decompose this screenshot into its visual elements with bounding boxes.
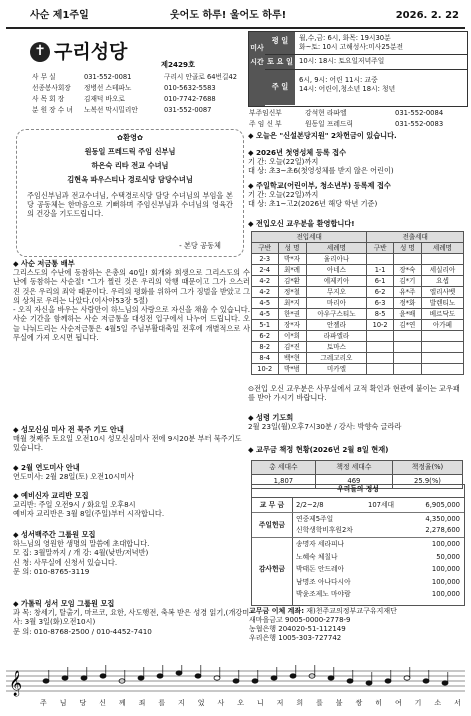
welcome-name: 하은숙 리타 전교 수녀님 [91,161,169,170]
column-header: 세례명 [306,243,367,254]
mass-times-box [248,31,468,107]
table-cell [367,254,394,265]
notice-sunday-school [248,181,466,209]
lyric-syllable: 당 [79,699,87,707]
offering-row [296,553,460,562]
notice-first-communion [248,148,466,176]
offering-divider [252,512,464,513]
staff-name: 정병선 스테파노 [84,84,132,92]
lyric-syllable: 었 [197,699,205,707]
notice-bible-100 [13,530,250,576]
offering-divider [292,497,293,605]
table-cell: 윤*배 [393,309,421,320]
parish-name: 구리성당 [54,41,128,63]
notice-rosary [13,425,250,453]
offering-amount: 100,000 [431,540,460,548]
offering-divider [252,537,464,538]
notice-body: 매월 첫째주 토요일 오전10시 성모신심미사 전에 9시20분 부터 묵주기도 있습니다. [13,434,242,453]
notice-lent-bank [13,259,250,342]
staff-row [32,84,257,95]
offering-row [296,526,460,535]
music-note [423,679,429,683]
mass-times-label: 미사시간 [249,32,265,106]
group-in-header: 전입세대 [252,232,367,243]
table-cell: 토마스 [306,342,367,353]
table-header-row [252,461,463,475]
notice-body: 하느님의 영원한 생명의 말씀에 초대합니다. 모 집: 3월말까지 / 개 강: 4월(낮반/저녁반) 신 청: 사무실에 신청서 있습니다. 문 의: 010-8765-3119 [13,539,150,576]
table-cell: 김*진 [278,342,306,353]
notice-title: ◆ 예비신자 교리반 모집 [13,491,89,500]
accounts-title: 교무금 이체 계좌: [249,607,305,615]
table-cell: 무지오 [306,287,367,298]
staff-name: 노복선 막시밀리안 [84,106,138,114]
table-row [252,309,464,320]
table-cell: 최*지 [278,298,306,309]
header-divider [6,27,465,29]
music-note [138,676,144,680]
offering-amount: 2,278,600 [425,526,460,534]
music-note [233,679,239,683]
offering-amount: 100,000 [431,578,460,586]
lyric-syllable: 쌍 [355,699,363,707]
music-note [290,674,296,678]
notice-new-members [248,219,466,228]
table-cell: 김*환 [278,276,306,287]
mass-day-label: 주 일 [265,70,295,105]
table-row [252,298,464,309]
table-cell: 장*숙 [393,265,421,276]
table-cell [393,254,421,265]
notice-catechumen [13,491,250,519]
mass-day-label: 평 일 [265,32,295,54]
table-cell [367,364,394,375]
table-cell: 정*화 [393,298,421,309]
table-cell: 이*희 [278,331,306,342]
table-row [252,320,464,331]
mass-day-label: 토 요 일 [265,55,295,69]
music-note [404,676,410,680]
books-header: 책정 세대수 [315,461,392,475]
notice-title: ◆ 가톨릭 성서 모임 그룹원 모집 [13,599,115,608]
mass-row-weekday [265,32,467,55]
notice-body: 2월 23일(월)오후7시30분 / 강사: 박향숙 글라라 [248,422,402,432]
welcome-body: 주임신부님과 전교수녀님, 수택경로식당 담당 수녀님의 부임을 본당 공동체는 한마음으로 기뻐하며 주임신부님과 수녀님의 영육간의 건강을 기도드립니다. [27,191,233,219]
column-header: 성 명 [278,243,306,254]
notice-title: ◆ 전입오신 교우분을 환영합니다! [248,219,355,228]
table-cell [393,353,421,364]
table-cell: 요셉 [421,276,463,287]
mass-row-sunday [265,70,467,105]
notice-body: 과 목: 창세기, 탈출기, 마르코, 요한, 사도행전, 축복 받은 성경 읽기,(개강미사: 3월 3일(화)오전10시) 문 의: 010-8768-2500 / 010-4452-7410 [13,608,250,636]
staff-info: 010-5632-5583 [164,84,216,92]
table-group-header [252,232,464,243]
registration-table [251,231,464,375]
music-note [385,679,391,683]
table-row [252,276,464,287]
offering-row [296,578,460,587]
mass-times-text: 월,수,금: 6시, 화목: 19시30분 화~토: 10시 고해성사:미사25분전 [299,34,404,51]
treble-clef-icon: 𝄞 [9,671,23,696]
table-cell [367,331,394,342]
table-row [252,254,464,265]
staff-role: 사 목 회 장 [32,95,65,103]
lyric-syllable: 신 [99,699,106,707]
parish-logo [30,40,127,64]
table-cell: 6-3 [367,298,394,309]
offering-amount: 50,000 [436,553,460,561]
hymn-lyrics [40,699,461,708]
clergy-name: 원동일 프레드릭 [305,120,354,128]
table-cell: 박*자 [278,254,306,265]
header-left: 사순 제1주일 [30,10,89,21]
lyric-syllable: 주 [40,699,47,707]
offering-item: 남명조 아나다시아 [296,578,351,586]
music-note [43,679,49,683]
table-cell: 유*주 [393,287,421,298]
table-cell: 안젤라 [306,320,367,331]
header-date: 2026. 2. 22 [395,10,459,21]
lyric-syllable: 니 [256,699,264,707]
music-note [271,676,277,680]
table-cell: 6-2 [367,287,394,298]
offering-box [251,484,465,606]
table-cell: 최*례 [278,265,306,276]
staff-role: 분 원 장 수 녀 [32,106,73,114]
table-body [252,254,464,375]
music-note [366,681,372,685]
table-cell: 8-5 [367,309,394,320]
clergy-role: 부주임신부 [249,109,282,117]
books-header: 총 세대수 [252,461,316,475]
account-line: 새마을금고 9005-0000-2778-9 [249,615,351,624]
books-cell: 25.9(%) [392,475,462,489]
lyric-syllable: 사 [217,699,225,707]
offering-amount: 6,905,000 [425,501,460,509]
table-row [252,364,464,375]
clergy-tel: 031-552-0083 [395,120,444,128]
table-cell: 라파엘라 [306,331,367,342]
welcome-signature: - 본당 공동체 [179,240,221,250]
note-text: ⊙전입 오신 교우분은 사무실에서 교적 확인과 현관에 붙이는 교우패를 받아 가시기 바랍니다. [248,384,460,403]
header-bar [6,10,465,25]
staff-name: 김재덕 바오로 [84,95,125,103]
notice-title: ◆ 교무금 책정 현황(2026년 2월 8일 현재) [248,445,389,454]
staff-row [32,106,257,117]
column-header: 구반 [367,243,394,254]
notice-body: 교리반: 주일 오전9시 / 화요일 오후8시 예비자 교리반은 3월 8일(주일)부터 시작합니다. [13,500,165,519]
lyric-syllable: 서 [454,699,461,707]
mass-times-text: 6시, 9시: 어린 11시: 교중 14시: 어린이,청소년 18시: 청년 [299,76,396,93]
table-cell: 정*철 [278,287,306,298]
offering-row [296,590,460,599]
offering-item: 연중제5주일 [296,515,334,523]
table-row [252,353,464,364]
offering-label: 교 무 금 [259,501,285,509]
table-cell: 5-1 [252,320,279,331]
staff-list [32,73,257,117]
registration-note [248,384,466,402]
lyric-syllable: 께 [118,699,126,707]
group-out-header: 전출세대 [367,232,464,243]
offering-row [296,565,460,574]
welcome-title: ✿환영✿ [117,133,143,142]
table-row [252,331,464,342]
table-header-row [252,243,464,254]
lyric-syllable: 를 [316,699,323,707]
offering-row [296,501,460,510]
account-line: 농협은행 204020-51-112149 [249,624,346,633]
mass-row-saturday [265,55,467,70]
staff-info: 010-7742-7688 [164,95,216,103]
staff-info: 구리시 안골로 64번길42 [164,73,237,81]
table-row [252,287,464,298]
staff-role: 사 무 실 [32,73,56,81]
table-cell: 6-1 [367,276,394,287]
column-header: 성 명 [393,243,421,254]
offering-row [296,515,460,524]
table-cell: 그레고리오 [306,353,367,364]
table-cell: 4-2 [252,276,279,287]
welcome-box [16,129,244,257]
mass-times-text: 10시: 18시: 토요일저녁주일 [299,57,385,65]
notice-bible-group [13,599,250,636]
cross-icon: ✝ [30,42,50,62]
lyric-syllable: 저 [276,699,284,707]
table-cell: 김*연 [393,320,421,331]
staff-name: 031-552-0081 [84,73,132,81]
notice-memorial-mass [13,463,250,481]
table-cell: 베르닥도 [421,309,463,320]
offering-item: 박태돈 안드레아 [296,565,345,573]
table-cell: 아가페 [421,320,463,331]
table-cell: 김*기 [393,276,421,287]
offering-row [296,540,460,549]
offering-label: 주일헌금 [258,521,286,529]
table-cell [393,331,421,342]
notice-body: 기 간: 오늘(22일)까지 대 상: 초3~초6(첫영성체를 받지 않은 어린이) [248,157,394,176]
notice-title: ◆ 성령 기도회 [248,413,294,422]
table-cell [421,364,463,375]
table-cell [421,342,463,353]
table-row [252,342,464,353]
header-motto: 웃어도 하루! 울어도 하루! [170,10,287,21]
music-staff [6,665,465,697]
music-note [100,674,106,678]
table-row [252,265,464,276]
column-header: 구반 [252,243,279,254]
notice-title: ◆ 2월 연도미사 안내 [13,463,80,472]
offering-label: 감사헌금 [258,565,286,573]
music-note [81,676,87,680]
offering-amount: 4,350,000 [425,515,460,523]
table-cell: 10-2 [252,364,279,375]
account-line: 우리은행 1005-303-727742 [249,633,342,642]
table-cell [393,342,421,353]
staff-info: 031-552-0087 [164,106,212,114]
table-cell: 1-1 [367,265,394,276]
table-cell: 엘리사벳 [421,287,463,298]
lyric-syllable: 여 [394,699,402,707]
clergy-row [249,109,465,120]
music-note [252,679,258,683]
notice-title: ◆ 2026년 첫영성체 등록 접수 [248,148,347,157]
lyric-syllable: 오 [237,699,244,707]
clergy-name: 강석현 라파엘 [305,109,347,117]
books-header: 책정율(%) [392,461,462,475]
table-cell: 8-4 [252,353,279,364]
music-note [62,676,68,680]
table-cell: 4-5 [252,309,279,320]
accounts-owner: 재)천주교의정부교구유지재단 [306,607,397,615]
notice-body: 그리스도의 수난에 동참하는 은총의 40일! 회개와 희생으로 그리스도의 수난에 동참하는 사순절! "그가 찔린 것은 우리의 악행 때문이고 그가 으스러진 것은 우리의 죄악 때문이다. 우리의 평화를 위하여 그가 징벌을 받았고 그의 상처로 우리는 나았다.(이사야53장 5절) - 오직 자신을 바우는 사람만이 하느님의 사랑으로 자신을 채울 수 있습니다. 사순 기간을 함께하는 사순 저금통을 대성전 입구에서 나누어 드립니다. 오늘 나눠드리는 사순저금통은 4월5일 주님부활대축일 전후에 개별적으로 사무실에 가져 오시면 됩니다. [13,268,250,342]
books-title [248,445,466,454]
offering-period: 2/2~2/8 [296,501,324,509]
table-cell [421,331,463,342]
welcome-name: 김현옥 파우스티나 경로식당 담당수녀님 [67,175,193,184]
clergy-contacts [249,109,465,131]
table-cell [367,342,394,353]
column-header: 세례명 [421,243,463,254]
offering-item: 신학생학비후원2차 [296,526,353,534]
clergy-tel: 031-552-0084 [395,109,444,117]
notice-body: 기 간: 오늘(22일)까지 대 상: 초1~고2(2026년 해당 학년 기준) [248,190,378,209]
table-cell: 아우구스티노 [306,309,367,320]
table-cell: 박*범 [278,364,306,375]
notice-title: ◆ 사순 저금통 배부 [13,259,75,268]
clergy-row [249,120,465,131]
table-cell [393,364,421,375]
offering-item: 송명자 세라피나 [296,540,345,548]
music-note [214,676,220,680]
table-cell: 백*현 [278,353,306,364]
lyric-syllable: 히 [375,699,382,707]
notice-title: ◆ 주일학교(어린이부, 청소년부) 등록제 접수 [248,181,391,190]
music-note [157,674,163,678]
table-cell: 세실리아 [421,265,463,276]
books-cell: 469 [315,475,392,489]
welcome-name: 원동일 프레드릭 주임 신부님 [84,147,176,156]
issue-number: 제2429호 [161,60,195,69]
lyric-syllable: 불 [335,699,343,707]
table-cell: 10-2 [367,320,394,331]
notice-body: 연도미사: 2월 28일(토) 오전10시미사 [13,472,135,482]
table-cell: 아네스 [306,265,367,276]
music-note [176,671,182,675]
table-cell [421,353,463,364]
lyric-syllable: 죄 [138,699,146,707]
offering-item: 박윤조제노 마야람 [296,590,351,598]
table-cell: 4-2 [252,287,279,298]
music-note [328,676,334,680]
table-cell: 4-5 [252,298,279,309]
music-note [195,674,201,678]
table-cell: 6-2 [252,331,279,342]
notice-second-collection [248,131,466,140]
offering-title: 우리들의 정성 [252,485,464,498]
staff-row [32,95,257,106]
table-cell: 2-3 [252,254,279,265]
lyric-syllable: 님 [59,699,67,707]
lyric-syllable: 지 [178,699,185,707]
notice-prayer-meeting [248,413,466,431]
table-cell [367,353,394,364]
accounts-block [249,607,467,643]
staff-row [32,73,257,84]
offering-amount: 100,000 [431,590,460,598]
table-cell: 한*권 [278,309,306,320]
table-cell: 에제키아 [306,276,367,287]
notice-title: ◆ 오늘은 "신설본당지원" 2차헌금이 있습니다. [248,131,397,140]
offering-amount: 100,000 [431,565,460,573]
music-note [347,679,353,683]
table-cell [421,254,463,265]
notice-title: ◆ 성모신심 미사 전 묵주 기도 안내 [13,425,124,434]
offering-count: 107세대 [368,501,395,509]
books-cell: 1,807 [252,475,316,489]
notice-title: ◆ 성서백주간 그룹원 모집 [13,530,96,539]
offering-item: 노혜숙 체칠나 [296,553,338,561]
music-note [442,681,448,685]
staff-role: 선종봉사회장 [32,84,71,92]
lyric-syllable: 기 [414,699,422,707]
welcome-title-text: 환영 [123,133,137,142]
table-cell: 8-2 [252,342,279,353]
table-cell: 마리아 [306,298,367,309]
table-cell: 율리아나 [306,254,367,265]
table-cell: 2-4 [252,265,279,276]
table-cell: 발렌티노 [421,298,463,309]
lyric-syllable: 희 [296,699,304,707]
lyric-syllable: 소 [434,699,442,707]
table-cell: 미카엘 [306,364,367,375]
table-cell: 장*자 [278,320,306,331]
clergy-role: 주 임 신 부 [249,120,282,128]
lyric-syllable: 를 [158,699,166,707]
